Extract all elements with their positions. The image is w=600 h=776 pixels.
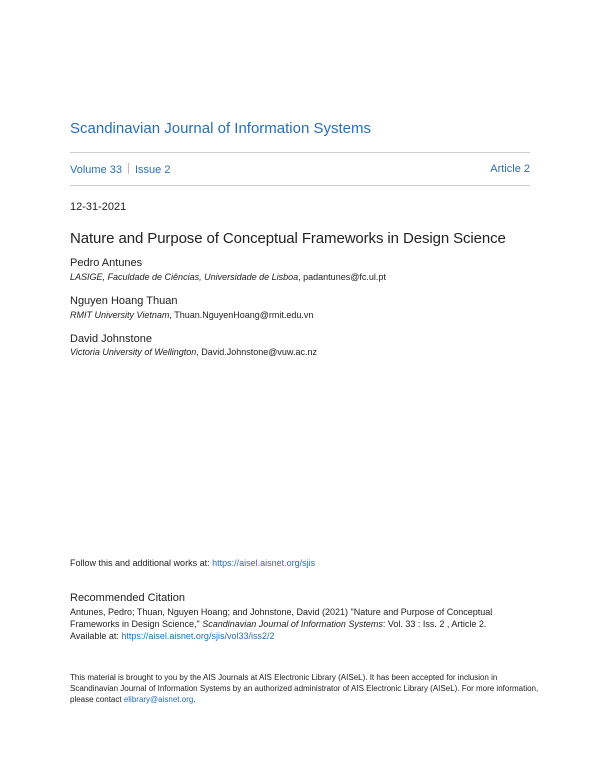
author-name: David Johnstone	[70, 333, 152, 345]
affiliation: Victoria University of Wellington	[70, 347, 197, 357]
volume-bar	[70, 163, 530, 177]
citation-text	[70, 606, 540, 642]
citation-journal: Scandinavian Journal of Information Systems	[202, 619, 383, 629]
paper-title: Nature and Purpose of Conceptual Frameworks in Design Science	[70, 230, 506, 247]
contact-email-link[interactable]: elibrary@aisnet.org	[123, 695, 194, 704]
citation-part1: Antunes, Pedro; Thuan, Nguyen Hoang; and Johnstone, David (2021) "Nature and Purpose of Conceptual Frameworks in Design Science,"	[70, 607, 493, 629]
author-email[interactable]: padantunes@fc.ul.pt	[303, 272, 386, 282]
recommended-citation-heading: Recommended Citation	[70, 592, 185, 604]
follow-line	[70, 558, 315, 568]
separator	[128, 163, 129, 174]
issue-link[interactable]: Issue 2	[134, 164, 171, 176]
citation-part2: : Vol. 33 : Iss. 2 , Article 2.	[382, 619, 487, 629]
journal-title[interactable]: Scandinavian Journal of Information Systems	[70, 120, 371, 137]
publication-date: 12-31-2021	[70, 201, 127, 213]
author-affiliation: RMIT University Vietnam, Thuan.NguyenHoang@rmit.edu.vn	[70, 310, 314, 320]
follow-link[interactable]: https://aisel.aisnet.org/sjis	[212, 558, 316, 568]
top-divider	[70, 152, 530, 153]
footer-notice	[70, 672, 540, 705]
volume-link[interactable]: Volume 33	[70, 164, 122, 176]
affiliation: LASIGE, Faculdade de Ciências, Universidade de Lisboa	[70, 272, 299, 282]
author-name: Pedro Antunes	[70, 257, 143, 269]
author-email[interactable]: David.Johnstone@vuw.ac.nz	[201, 347, 317, 357]
author-name: Nguyen Hoang Thuan	[70, 295, 178, 307]
bottom-divider	[70, 185, 530, 186]
footer-end: .	[193, 695, 196, 704]
affiliation: RMIT University Vietnam	[70, 310, 170, 320]
follow-text: Follow this and additional works at:	[70, 558, 210, 568]
author-email[interactable]: Thuan.NguyenHoang@rmit.edu.vn	[174, 310, 314, 320]
author-affiliation: Victoria University of Wellington, David.Johnstone@vuw.ac.nz	[70, 347, 317, 357]
author-affiliation: LASIGE, Faculdade de Ciências, Universidade de Lisboa, padantunes@fc.ul.pt	[70, 272, 386, 282]
footer-text: This material is brought to you by the AIS Journals at AIS Electronic Library (AISeL). It has been accepted for inclusion in Scandinavian Journal of Information Systems by an authorized administrator of AIS Electronic Library (AISeL). For more information, please contact	[70, 673, 539, 704]
available-link[interactable]: https://aisel.aisnet.org/sjis/vol33/iss2/2	[121, 631, 275, 641]
article-link[interactable]: Article 2	[490, 163, 530, 175]
available-label: Available at:	[70, 631, 119, 641]
